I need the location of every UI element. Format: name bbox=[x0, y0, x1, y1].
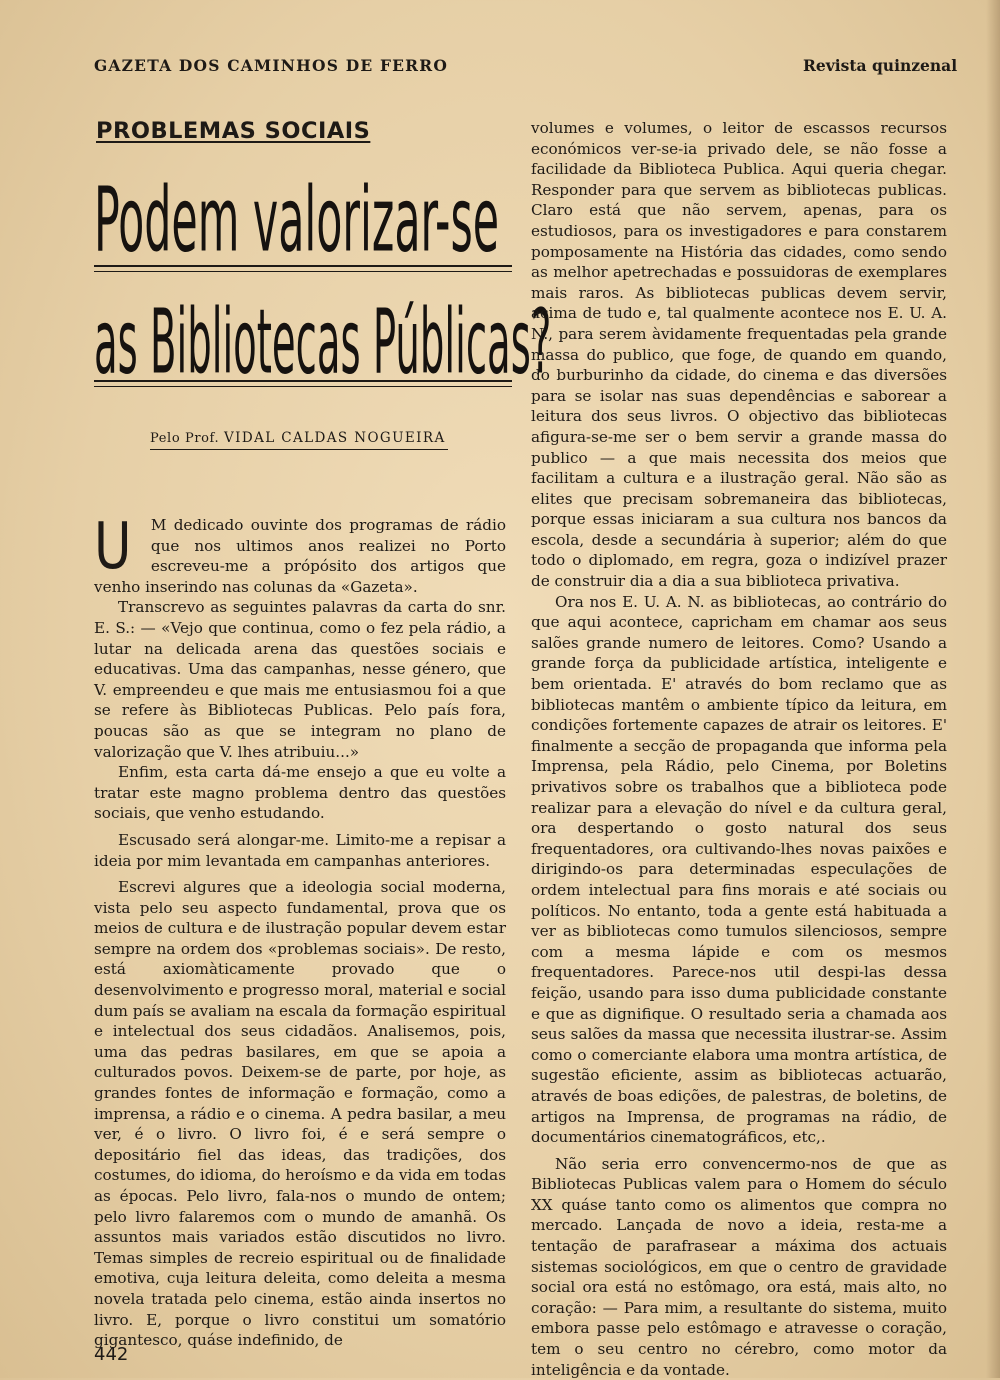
paragraph bbox=[94, 510, 506, 597]
paragraph: Não seria erro convencermo-nos de que as Bibliotecas Publicas valem para o Homem do século XX quáse tanto como os alimentos que compra no mercado. Lançada de novo a ideia, resta-me a tentação de parafrasear a máxima dos actuais sistemas sociológicos, em que o centro de gravidade social ora está no estômago, ora está, mais alto, no coração: — Para mim, a resultante do sistema, muito embora passe pelo estômago e atravesse o coração, tem o seu centro no cérebro, como motor da inteligência e da vontade. bbox=[531, 1154, 947, 1379]
paragraph: Escrevi algures que a ideologia social moderna, vista pelo seu aspecto fundamental, prova que os meios de cultura e de ilustração popular devem estar sempre na ordem dos «problemas sociais». De resto, está axiomàticamente provado que o desenvolvimento e progresso moral, material e social dum país se avaliam na escala da formação espiritual e intelectual dos seus cidadãos. Analisemos, pois, uma das pedras basilares, em que se apoia a culturados povos. Deixem-se de parte, por hoje, as grandes fontes de informação e formação, como a imprensa, a rádio e o cinema. A pedra basilar, a meu ver, é o livro. O livro foi, é e será sempre o depositário fiel das ideas, das tradições, dos costumes, do idioma, do heroísmo e da vida em todas as épocas. Pelo livro, fala-nos o mundo de ontem; pelo livro falaremos com o mundo de amanhã. Os assuntos mais variados estão discutidos no livro. Temas simples de recreio espiritual ou de finalidade emotiva, cuja leitura deleita, como deleita a mesma novela tratada pelo cinema, estão ainda insertos no livro. E, porque o livro constitui um somatório gigantesco, quáse indefinido, de bbox=[94, 878, 506, 1350]
page-number: 442 bbox=[94, 1344, 129, 1365]
paragraph: Transcrevo as seguintes palavras da carta do snr. E. S.: — «Vejo que continua, como o fez pela rádio, a lutar na delicada arena das questões sociais e educativas. Uma das campanhas, nesse género, que V. empreendeu e que mais me entusiasmou foi a que se refere às Bibliotecas Publicas. Pelo país fora, poucas são as que se integram no plano de valorização que V. lhes atribuiu...» bbox=[94, 598, 506, 761]
byline-rule bbox=[150, 449, 448, 450]
paragraph: Ora nos E. U. A. N. as bibliotecas, ao contrário do que aqui acontece, capricham em chamar aos seus salões grande numero de leitores. Como? Usando a grande força da publicidade artística, inteligente e bem orientada. E' através do bom reclamo que as bibliotecas mantêm o ambiente típico da leitura, em condições fortemente capazes de atrair os leitores. E' finalmente a secção de propaganda que informa pela Imprensa, pela Rádio, pelo Cinema, por Boletins privativos sobre os trabalhos que a biblioteca pode realizar para a elevação do nível e da cultura geral, ora despertando o gosto natural dos seus frequentadores, ora cultivando-lhes novas paixões e dirigindo-os para determinadas especulações de ordem intelectual para fins morais e até sociais ou políticos. No entanto, toda a gente está habituada a ver as bibliotecas como tumulos silenciosos, sempre com a mesma lápide e com os mesmos frequentadores. Parece-nos util despi-las dessa feição, usando para isso duma publicidade constante e que as dignifique. O resultado seria a chamada aos seus salões da massa que necessita ilustrar-se. Assim como o comerciante elabora uma montra artística, de sugestão eficiente, assim as bibliotecas actuarão, através de boas edições, de palestras, de boletins, de artigos na Imprensa, de programas na rádio, de documentários cinematográficos, etc,. bbox=[531, 592, 947, 1147]
paragraph-text: M dedicado ouvinte dos programas de rádio que nos ultimos anos realizei no Porto escreveu-me a própósito dos artigos que venho inserindo nas colunas da «Gazeta». bbox=[94, 516, 506, 596]
byline bbox=[150, 430, 446, 446]
section-label: PROBLEMAS SOCIAIS bbox=[96, 118, 371, 144]
paragraph: volumes e volumes, o leitor de escassos recursos económicos ver-se-ia privado dele, se não fosse a facilidade da Biblioteca Publica. Aqui queria chegar. Responder para que servem as bibliotecas publicas. Claro está que não servem, apenas, para os estudiosos, para os investigadores e para constarem pomposamente na História das cidades, como sendo as melhor apetrechadas e possuidoras de exemplares mais raros. As bibliotecas publicas devem servir, acima de tudo e, tal qualmente acontece nos E. U. A. N., para serem àvidamente frequentadas pela grande massa do publico, que foge, de quando em quando, do burburinho da cidade, do cinema e das diversões para se isolar nas suas dependências e saborear a leitura dos seus livros. O objectivo das bibliotecas afigura-se-me ser o bem servir a grande massa do publico — a que mais necessita dos meios que facilitam a cultura e a ilustração geral. Não são as elites que precisam sobremaneira das bibliotecas, porque essas iniciaram a sua cultura nos bancos da escola, desde a secundária à superior; além do que todo o diplomado, em regra, goza o indizível prazer de construir dia a dia a sua biblioteca privativa. bbox=[531, 119, 947, 591]
running-header-title: GAZETA DOS CAMINHOS DE FERRO bbox=[94, 56, 449, 75]
drop-cap: U bbox=[94, 510, 132, 584]
left-column bbox=[94, 510, 506, 1351]
article-title-line-1: Podem valorizar-se bbox=[94, 168, 500, 272]
title-rule-bottom bbox=[94, 380, 512, 387]
article-title-line-2: as Bibliotecas Públicas? bbox=[94, 290, 552, 394]
running-header-subtitle: Revista quinzenal bbox=[803, 56, 958, 75]
paragraph: Escusado será alongar-me. Limito-me a repisar a ideia por mim levantada em campanhas anteriores. bbox=[94, 830, 506, 870]
paragraph: Enfim, esta carta dá-me ensejo a que eu volte a tratar este magno problema dentro das questões sociais, que venho estudando. bbox=[94, 763, 506, 823]
page-edge-shadow bbox=[986, 0, 1000, 1378]
byline-prefix: Pelo Prof. bbox=[150, 431, 220, 446]
right-column bbox=[531, 118, 947, 1380]
byline-author: VIDAL CALDAS NOGUEIRA bbox=[223, 430, 446, 446]
